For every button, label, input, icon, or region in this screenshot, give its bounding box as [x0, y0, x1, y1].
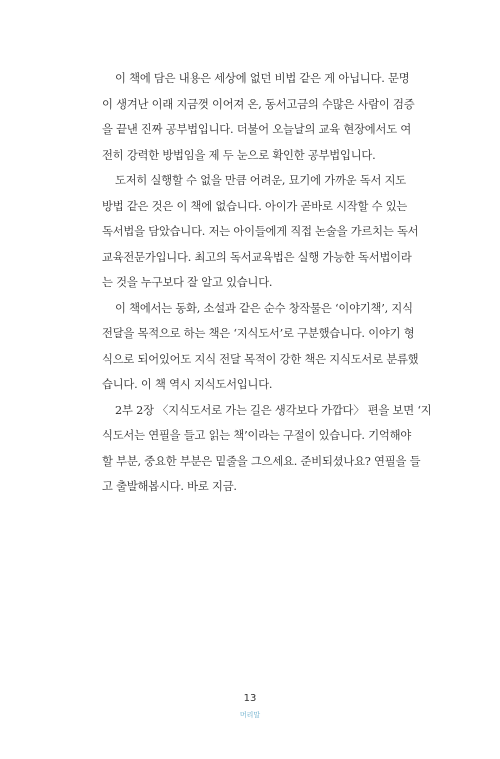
paragraph-2 [102, 168, 419, 296]
text-line: 독서법을 담았습니다. 저는 아이들에게 직접 논술을 가르치는 독서 [102, 225, 419, 238]
text-line: 식으로 되어있어도 지식 전달 목적이 강한 책은 지식도서로 분류했 [102, 352, 419, 366]
page-number: 13 [243, 693, 257, 704]
running-footer-title: 머리말 [239, 711, 261, 719]
text-line: 식도서는 연필을 들고 읽는 책’이라는 구절이 있습니다. 기억해야 [102, 429, 412, 442]
paragraph-1 [102, 66, 415, 168]
text-line: 교육전문가입니다. 최고의 독서교육법은 실행 가능한 독서법이라 [102, 250, 412, 264]
text-line: 이 생겨난 이래 지금껏 이어져 온, 동서고금의 수많은 사람이 검증 [102, 97, 415, 111]
body-text [102, 66, 432, 500]
text-line: 방법 같은 것은 이 책에 없습니다. 아이가 곧바로 시작할 수 있는 [102, 199, 408, 213]
text-line: 할 부분, 중요한 부분은 밑줄을 그으세요. 준비되셨나요? 연필을 들 [102, 454, 421, 468]
text-line: 을 끝낸 진짜 공부법입니다. 더불어 오늘날의 교육 현장에서도 여 [102, 123, 412, 136]
paragraph-3 [102, 296, 419, 398]
text-line: 이 책에 담은 내용은 세상에 없던 비법 같은 게 아닙니다. 문명 [115, 72, 410, 85]
text-line: 전히 강력한 방법임을 제 두 눈으로 확인한 공부법입니다. [102, 148, 376, 162]
paragraph-4 [102, 398, 432, 500]
text-line: 고 출발해봅시다. 바로 지금. [102, 480, 237, 493]
text-line: 도저히 실행할 수 없을 만큼 어려운, 묘기에 가까운 독서 지도 [115, 174, 407, 187]
text-line: 2부 2장 〈지식도서로 가는 길은 생각보다 가깝다〉 편을 보면 ‘지 [115, 403, 432, 417]
text-line: 전달을 목적으로 하는 책은 ‘지식도서’로 구분했습니다. 이야기 형 [102, 327, 415, 340]
text-line: 습니다. 이 책 역시 지식도서입니다. [102, 378, 273, 391]
text-line: 이 책에서는 동화, 소설과 같은 순수 창작물은 ‘이야기책’, 지식 [115, 301, 413, 315]
text-line: 는 것을 누구보다 잘 알고 있습니다. [102, 276, 273, 289]
